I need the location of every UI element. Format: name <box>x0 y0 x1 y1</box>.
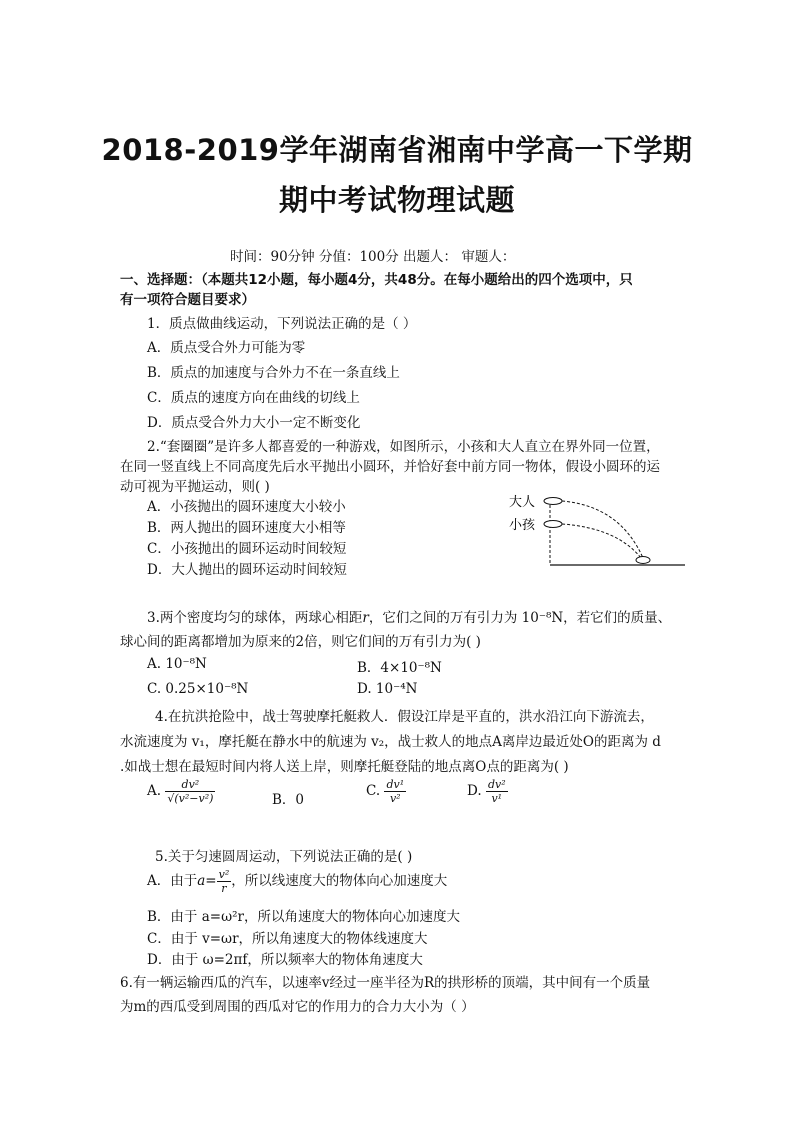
q6-stem-cont: 为m的西瓜受到周围的西瓜对它的作用力的合力大小为（ ） <box>120 999 475 1015</box>
target-object <box>636 557 650 564</box>
adult-ring <box>544 498 562 505</box>
q1-option-d: D．质点受合外力大小一定不断变化 <box>147 415 361 431</box>
q4-option-c: C. $\frac{\text{dv¹}}{\text{v²}}$ <box>366 778 405 805</box>
q3-option-a: A. 10⁻⁸N <box>147 656 207 672</box>
q2-stem: 2.“套圈圈”是许多人都喜爱的一种游戏，如图所示，小孩和大人直立在界外同一位置， <box>147 439 660 455</box>
q5-option-c: C．由于 v=ωr，所以角速度大的物体线速度大 <box>147 931 428 947</box>
q2-option-b: B．两人抛出的圆环速度大小相等 <box>147 520 346 536</box>
child-trajectory <box>562 524 641 558</box>
q4-option-b: B．0 <box>272 792 305 808</box>
q4-stem-cont: 水流速度为 v₁，摩托艇在静水中的航速为 v₂，战士救人的地点A离岸边最近处O的距离为 d <box>120 734 661 750</box>
adult-trajectory <box>562 501 643 558</box>
q5-option-b: B．由于 a=ω²r，所以角速度大的物体向心加速度大 <box>147 909 460 925</box>
q2-option-c: C．小孩抛出的圆环运动时间较短 <box>147 541 347 557</box>
q1-option-c: C．质点的速度方向在曲线的切线上 <box>147 390 360 406</box>
q3-option-d: D. 10⁻⁴N <box>357 681 418 697</box>
q3-stem-cont: 球心间的距离都增加为原来的2倍，则它们间的万有引力为( ) <box>120 634 481 650</box>
ring-toss-figure <box>505 488 690 570</box>
q2-stem-cont2: 动可视为平抛运动，则( ) <box>120 479 270 495</box>
q2-option-a: A．小孩抛出的圆环速度大小较小 <box>147 499 346 515</box>
q5-option-a: A．由于a= $\frac{\text{v²}}{r}$ ，所以线速度大的物体向心加速度大 <box>147 868 448 895</box>
q4-stem: 4.在抗洪抢险中，战士驾驶摩托艇救人．假设江岸是平直的，洪水沿江向下游流去， <box>155 709 654 725</box>
q1-option-b: B．质点的加速度与合外力不在一条直线上 <box>147 365 400 381</box>
section1-header: 一、选择题：（本题共12小题，每小题4分，共48分。在每小题给出的四个选项中，只 <box>120 272 633 288</box>
exam-title-line2: 期中考试物理试题 <box>278 183 515 217</box>
child-ring <box>544 521 562 528</box>
q3-option-b: B．4×10⁻⁸N <box>357 660 442 676</box>
q3-option-c: C. 0.25×10⁻⁸N <box>147 681 249 697</box>
q2-stem-cont: 在同一竖直线上不同高度先后水平抛出小圆环，并恰好套中前方同一物体，假设小圆环的运 <box>120 459 660 475</box>
q5-option-d: D．由于 ω=2πf，所以频率大的物体角速度大 <box>147 952 423 968</box>
q4-stem-cont2: .如战士想在最短时间内将人送上岸，则摩托艇登陆的地点离O点的距离为( ) <box>120 759 569 775</box>
q2-option-d: D．大人抛出的圆环运动时间较短 <box>147 562 347 578</box>
exam-title-line1: 2018-2019学年湖南省湘南中学高一下学期 <box>101 133 693 167</box>
exam-info: 时间：90分钟 分值：100分 出题人： 审题人： <box>230 249 516 265</box>
section1-header-cont: 有一项符合题目要求） <box>120 292 255 308</box>
figure-label-child: 小孩 <box>509 518 536 533</box>
q1-option-a: A．质点受合外力可能为零 <box>147 340 306 356</box>
q4-option-a: A. $\frac{\text{dv²}}{\text{√(v²−v²)}}$ <box>147 778 214 805</box>
q6-stem: 6.有一辆运输西瓜的汽车，以速率v经过一座半径为R的拱形桥的顶端，其中间有一个质量 <box>120 975 651 991</box>
q4-option-d: D. $\frac{\text{dv²}}{\text{v¹}}$ <box>467 778 506 805</box>
figure-label-adult: 大人 <box>509 495 536 510</box>
q3-stem: 3.两个密度均匀的球体，两球心相距r，它们之间的万有引力为 10⁻⁸N，若它们的质量、 <box>147 610 672 626</box>
q5-stem: 5.关于匀速圆周运动，下列说法正确的是( ) <box>155 849 413 865</box>
q1-stem: 1．质点做曲线运动，下列说法正确的是（ ） <box>147 316 417 332</box>
